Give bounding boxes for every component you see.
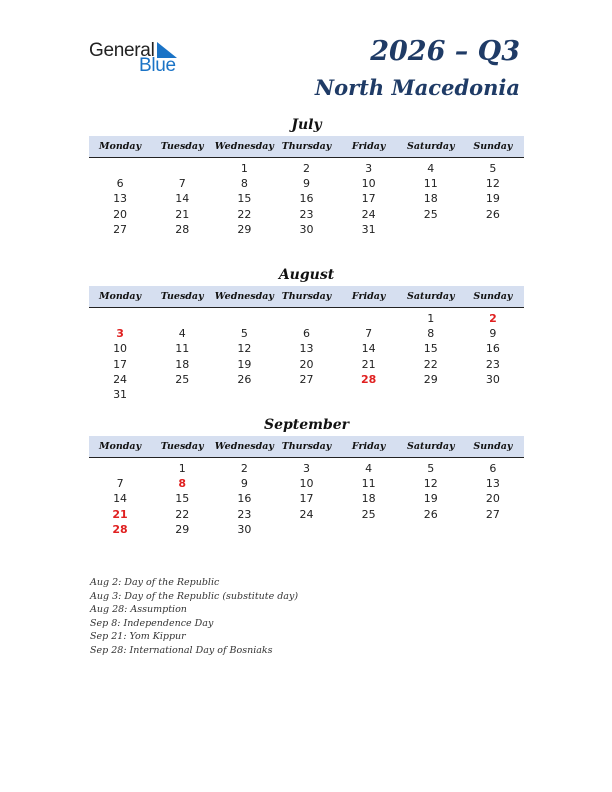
day-cell: 23 — [485, 357, 500, 371]
weekday-label: Wednesday — [214, 291, 274, 302]
holiday-note: Sep 8: Independence Day — [90, 617, 214, 629]
week-row — [89, 522, 524, 537]
day-cell: 8 — [178, 477, 187, 491]
day-cell: 4 — [427, 162, 435, 175]
day-cell: 21 — [175, 207, 190, 221]
weekday-label: Monday — [99, 441, 142, 452]
day-cell: 24 — [299, 507, 314, 521]
empty-day-cell — [89, 161, 151, 176]
page-subtitle: North Macedonia — [314, 75, 520, 100]
day-cell: 30 — [237, 522, 252, 536]
day-cell: 12 — [423, 477, 438, 491]
weekday-label: Sunday — [473, 441, 513, 452]
month-name: August — [278, 267, 335, 283]
week-row — [89, 222, 524, 237]
day-cell: 16 — [299, 192, 314, 206]
day-cell: 6 — [302, 327, 310, 341]
day-cell: 24 — [361, 207, 376, 221]
weekday-label: Friday — [351, 441, 386, 452]
day-cell: 14 — [113, 492, 128, 506]
empty-day-cell — [338, 387, 400, 402]
day-cell: 9 — [302, 177, 310, 191]
day-cell: 13 — [113, 192, 128, 206]
week-row — [89, 176, 524, 191]
day-cell: 15 — [237, 192, 252, 206]
weekday-label: Tuesday — [160, 141, 204, 152]
day-cell: 31 — [113, 387, 128, 401]
day-cell: 15 — [423, 342, 438, 356]
day-cell: 23 — [299, 207, 314, 221]
day-cell: 11 — [423, 177, 438, 191]
weekday-label: Monday — [99, 291, 142, 302]
day-cell: 7 — [178, 177, 186, 191]
weekday-label: Tuesday — [160, 441, 204, 452]
empty-day-cell — [462, 222, 524, 237]
day-cell: 2 — [302, 162, 310, 175]
page-title: 2026 – Q3 — [370, 36, 520, 67]
weekday-label: Monday — [99, 141, 142, 152]
day-cell: 13 — [485, 477, 500, 491]
week-row — [89, 387, 524, 402]
day-cell: 27 — [113, 222, 128, 236]
weekday-label: Sunday — [473, 291, 513, 302]
month-name: September — [263, 417, 350, 433]
day-cell: 4 — [365, 462, 373, 475]
day-cell: 5 — [489, 162, 497, 175]
day-cell: 19 — [423, 492, 438, 506]
weekday-label: Saturday — [406, 141, 455, 152]
day-cell: 26 — [423, 507, 438, 521]
day-cell: 3 — [365, 162, 373, 175]
empty-day-cell — [338, 311, 400, 326]
empty-day-cell — [400, 222, 462, 237]
day-cell: 22 — [175, 507, 190, 521]
weekday-label: Friday — [351, 291, 386, 302]
weekday-header-row — [89, 436, 524, 458]
holiday-note: Aug 3: Day of the Republic (substitute day) — [90, 590, 299, 602]
day-cell: 27 — [485, 507, 500, 521]
day-cell: 29 — [175, 522, 190, 536]
day-cell: 31 — [361, 222, 376, 236]
logo-general-text: General — [89, 40, 155, 61]
week-row — [89, 476, 524, 491]
day-cell: 15 — [175, 492, 190, 506]
day-cell: 30 — [299, 222, 314, 236]
week-row — [89, 372, 524, 387]
day-cell: 10 — [299, 477, 314, 491]
logo — [89, 40, 189, 76]
day-cell: 3 — [302, 462, 310, 475]
day-cell: 25 — [423, 207, 438, 221]
weekday-label: Saturday — [406, 441, 455, 452]
week-row — [89, 507, 524, 522]
day-cell: 19 — [237, 357, 252, 371]
day-cell: 20 — [113, 207, 128, 221]
weekday-label: Saturday — [406, 291, 455, 302]
month-september — [89, 416, 524, 537]
day-cell: 29 — [237, 222, 252, 236]
empty-day-cell — [89, 461, 151, 476]
weekday-label: Thursday — [281, 441, 332, 452]
empty-day-cell — [338, 522, 400, 537]
day-cell: 1 — [427, 312, 435, 325]
empty-day-cell — [400, 522, 462, 537]
day-cell: 20 — [485, 492, 500, 506]
day-cell: 5 — [427, 462, 435, 475]
day-cell: 7 — [116, 477, 124, 491]
week-row — [89, 357, 524, 372]
weekday-label: Wednesday — [214, 141, 274, 152]
day-cell: 19 — [485, 192, 500, 206]
day-cell: 14 — [361, 342, 376, 356]
holiday-notes — [90, 576, 298, 658]
empty-day-cell — [89, 311, 151, 326]
day-cell: 10 — [361, 177, 376, 191]
weekday-header-row — [89, 136, 524, 158]
week-row — [89, 207, 524, 222]
week-row — [89, 311, 524, 326]
empty-day-cell — [151, 387, 213, 402]
day-cell: 18 — [423, 192, 438, 206]
day-cell: 8 — [240, 177, 248, 191]
day-cell: 8 — [427, 327, 435, 341]
day-cell: 28 — [112, 522, 128, 536]
day-cell: 30 — [485, 372, 500, 386]
day-cell: 28 — [360, 372, 377, 386]
holiday-note: Aug 28: Assumption — [90, 604, 187, 616]
holiday-note: Sep 21: Yom Kippur — [90, 631, 186, 643]
day-cell: 1 — [178, 462, 186, 475]
day-cell: 24 — [113, 372, 128, 386]
day-cell: 27 — [299, 372, 314, 386]
weekday-label: Wednesday — [214, 441, 274, 452]
day-cell: 21 — [112, 507, 128, 521]
empty-day-cell — [275, 387, 337, 402]
day-cell: 7 — [365, 327, 373, 341]
day-cell: 17 — [299, 492, 314, 506]
day-cell: 21 — [361, 357, 376, 371]
day-cell: 17 — [361, 192, 376, 206]
day-cell: 1 — [240, 162, 248, 175]
holiday-note: Sep 28: International Day of Bosniaks — [90, 644, 273, 656]
day-cell: 28 — [175, 222, 190, 236]
day-cell: 6 — [116, 177, 124, 191]
day-cell: 20 — [299, 357, 314, 371]
weekday-label: Tuesday — [160, 291, 204, 302]
week-row — [89, 341, 524, 356]
weekday-label: Thursday — [281, 291, 332, 302]
weekday-label: Friday — [351, 141, 386, 152]
day-cell: 18 — [361, 492, 376, 506]
empty-day-cell — [400, 387, 462, 402]
empty-day-cell — [275, 311, 337, 326]
day-cell: 6 — [489, 462, 497, 475]
empty-day-cell — [275, 522, 337, 537]
day-cell: 9 — [489, 327, 497, 341]
day-cell: 25 — [361, 507, 376, 521]
week-row — [89, 161, 524, 176]
month-july — [89, 116, 524, 237]
day-cell: 11 — [175, 342, 190, 356]
week-row — [89, 191, 524, 206]
empty-day-cell — [213, 311, 275, 326]
day-cell: 2 — [240, 462, 248, 475]
day-cell: 4 — [178, 327, 186, 341]
day-cell: 25 — [175, 372, 190, 386]
day-cell: 26 — [237, 372, 252, 386]
day-cell: 23 — [237, 507, 252, 521]
empty-day-cell — [213, 387, 275, 402]
day-cell: 10 — [113, 342, 128, 356]
day-cell: 22 — [423, 357, 438, 371]
day-cell: 5 — [240, 327, 248, 341]
day-cell: 14 — [175, 192, 190, 206]
month-name: July — [291, 117, 322, 133]
day-cell: 16 — [485, 342, 500, 356]
week-row — [89, 461, 524, 476]
week-row — [89, 491, 524, 506]
week-row — [89, 326, 524, 341]
weekday-label: Sunday — [473, 141, 513, 152]
day-cell: 26 — [485, 207, 500, 221]
holiday-note: Aug 2: Day of the Republic — [90, 577, 220, 588]
day-cell: 3 — [116, 327, 124, 341]
day-cell: 13 — [299, 342, 314, 356]
day-cell: 18 — [175, 357, 190, 371]
empty-day-cell — [462, 387, 524, 402]
day-cell: 12 — [485, 177, 500, 191]
empty-day-cell — [151, 311, 213, 326]
day-cell: 11 — [361, 477, 376, 491]
day-cell: 12 — [237, 342, 252, 356]
empty-day-cell — [462, 522, 524, 537]
day-cell: 9 — [240, 477, 248, 491]
weekday-label: Thursday — [281, 141, 332, 152]
empty-day-cell — [151, 161, 213, 176]
day-cell: 17 — [113, 357, 128, 371]
month-august — [89, 266, 524, 402]
weekday-header-row — [89, 286, 524, 308]
logo-blue-text: Blue — [139, 55, 176, 76]
day-cell: 2 — [489, 312, 497, 325]
day-cell: 16 — [237, 492, 252, 506]
day-cell: 29 — [423, 372, 438, 386]
day-cell: 22 — [237, 207, 252, 221]
